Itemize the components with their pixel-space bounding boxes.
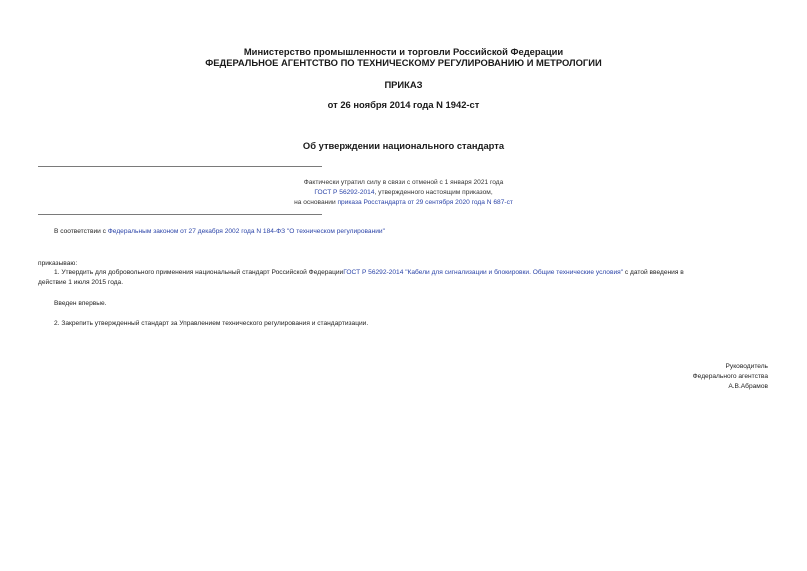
federal-law-link[interactable]: Федеральным законом от 27 декабря 2002 года N 184-ФЗ "О техническом регулировании" (107, 228, 385, 235)
item1-line1 (54, 268, 684, 277)
item1-suffix: с датой введения в (623, 269, 684, 276)
item1-line2: действие 1 июля 2015 года. (38, 279, 124, 286)
doc-type-heading: ПРИКАЗ (384, 79, 423, 90)
rosstandart-order-link[interactable]: приказа Росстандарта от 29 сентября 2020 года N 687-ст (337, 199, 513, 206)
item2: 2. Закрепить утвержденный стандарт за Управлением технического регулирования и стандартизации. (54, 320, 369, 327)
status-note-line1: Фактически утратил силу в связи с отменой с 1 января 2021 года (303, 179, 504, 186)
legal-basis-paragraph (54, 227, 385, 236)
status-note-line2 (0, 188, 807, 197)
ministry-title: Министерство промышленности и торговли Российской Федерации (243, 46, 564, 57)
standard-title-link[interactable]: ГОСТ Р 56292-2014 "Кабели для сигнализации и блокировки. Общие технические условия" (343, 269, 624, 276)
signature-name: А.В.Абрамов (728, 383, 768, 390)
agency-title: ФЕДЕРАЛЬНОЕ АГЕНТСТВО ПО ТЕХНИЧЕСКОМУ РЕГУЛИРОВАНИЮ И МЕТРОЛОГИИ (205, 57, 602, 68)
standard-link[interactable]: ГОСТ Р 56292-2014 (314, 189, 375, 196)
status-note-line3-text: на основании (294, 199, 338, 206)
item1-prefix: 1. Утвердить для добровольного применения национальный стандарт Российской Федерации (54, 269, 344, 276)
status-note-bottom-rule (38, 214, 322, 215)
signature-position2: Федерального агентства (692, 373, 768, 380)
order-word: приказываю: (38, 260, 78, 267)
introduced-note: Введен впервые. (54, 300, 107, 307)
legal-basis-prefix: В соответствии с (54, 228, 108, 235)
status-note-line3 (0, 198, 807, 207)
signature-position1: Руководитель (725, 363, 768, 370)
doc-subject: Об утверждении национального стандарта (302, 140, 505, 151)
status-note-top-rule (38, 166, 322, 167)
status-note-line2-text: , утвержденного настоящим приказом, (374, 189, 493, 196)
doc-date-number: от 26 ноября 2014 года N 1942-ст (327, 99, 480, 110)
